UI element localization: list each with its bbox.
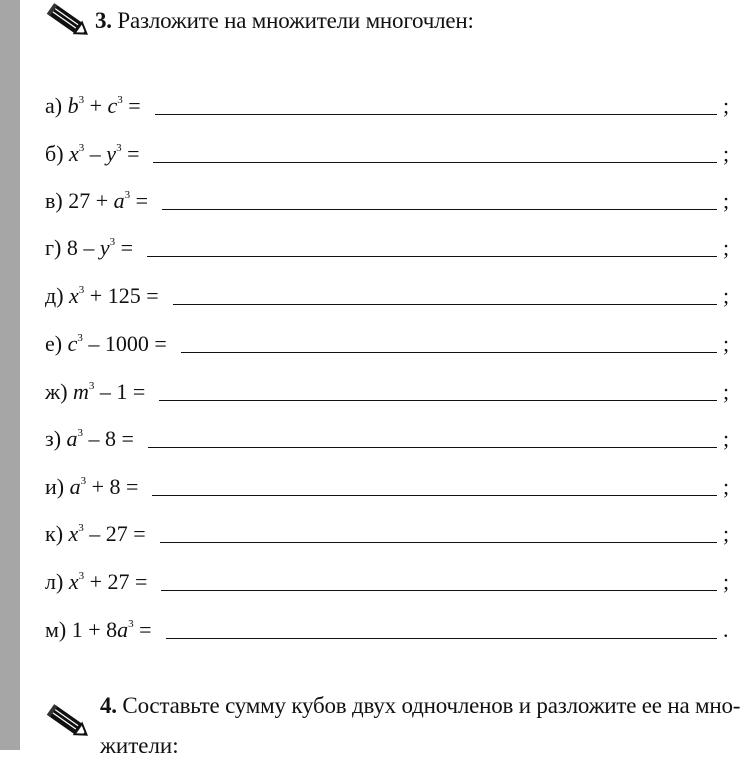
row-end-punctuation: ; xyxy=(723,141,730,166)
exercise-letter: м) xyxy=(45,617,72,642)
variable: x xyxy=(69,141,79,166)
exercise-row xyxy=(45,568,745,608)
answer-line[interactable] xyxy=(162,209,717,210)
exercise-row xyxy=(45,425,745,465)
row-end-punctuation: ; xyxy=(723,426,730,451)
variable: c xyxy=(67,331,78,356)
exercise-letter: а) xyxy=(45,93,68,118)
row-end-punctuation: ; xyxy=(723,379,730,404)
variable: a xyxy=(117,617,129,642)
row-end-punctuation: ; xyxy=(723,283,730,308)
exponent: 3 xyxy=(78,141,85,154)
exercise-row xyxy=(45,616,745,656)
variable: a xyxy=(66,426,78,451)
exercise-expression xyxy=(45,330,167,358)
exercise-expression xyxy=(45,378,145,406)
exponent: 3 xyxy=(117,93,123,106)
variable: x xyxy=(68,569,79,594)
expression-text: – 1 = xyxy=(94,379,146,404)
answer-line[interactable] xyxy=(160,542,717,543)
task-3-heading xyxy=(95,8,474,34)
answer-line[interactable] xyxy=(155,114,717,115)
exponent: 3 xyxy=(78,93,85,106)
exercise-row xyxy=(45,330,745,370)
exercise-row xyxy=(45,187,745,227)
exercise-row xyxy=(45,473,745,513)
pencil-icon xyxy=(46,2,92,42)
row-end-punctuation: ; xyxy=(723,188,730,213)
exercise-row xyxy=(45,520,745,560)
row-end-punctuation: ; xyxy=(723,331,730,356)
pencil-icon xyxy=(46,703,92,743)
exponent: 3 xyxy=(124,188,131,201)
exercise-row xyxy=(45,140,745,180)
answer-line[interactable] xyxy=(166,638,717,639)
variable: x xyxy=(68,521,79,546)
expression-text: – 8 = xyxy=(83,426,134,451)
expression-text: = xyxy=(121,141,140,166)
answer-line[interactable] xyxy=(147,256,717,257)
answer-line[interactable] xyxy=(148,447,717,448)
exercise-letter: ж) xyxy=(45,379,74,404)
exponent: 3 xyxy=(78,569,85,582)
exercise-letter: е) xyxy=(45,331,68,356)
expression-text: 8 – xyxy=(66,235,100,260)
task-4-title-continuation: жители: xyxy=(100,733,179,758)
exponent: 3 xyxy=(78,283,85,296)
exponent: 3 xyxy=(116,141,122,154)
expression-text: + 125 = xyxy=(84,283,159,308)
variable: a xyxy=(69,474,81,499)
expression-text: – 27 = xyxy=(83,521,146,546)
exercise-expression xyxy=(45,140,139,168)
exercise-row xyxy=(45,234,745,274)
exercise-expression xyxy=(45,282,159,310)
page-margin-bar xyxy=(0,0,20,750)
row-end-punctuation: ; xyxy=(723,521,730,546)
exercise-row xyxy=(45,282,745,322)
exponent: 3 xyxy=(77,426,84,439)
expression-text: – xyxy=(84,141,107,166)
exercise-letter: и) xyxy=(45,474,70,499)
expression-text: = xyxy=(130,188,149,213)
exercise-expression xyxy=(45,425,134,453)
task-3-number: 3. xyxy=(95,8,112,33)
variable: y xyxy=(106,141,117,166)
variable: x xyxy=(69,283,79,308)
answer-line[interactable] xyxy=(181,352,717,353)
task-4-heading xyxy=(100,693,740,719)
exercise-letter: к) xyxy=(45,521,69,546)
row-end-punctuation: . xyxy=(723,617,729,642)
expression-text: = xyxy=(115,235,134,260)
exercise-expression xyxy=(45,520,146,548)
answer-line[interactable] xyxy=(153,162,717,163)
row-end-punctuation: ; xyxy=(723,474,730,499)
exercise-expression xyxy=(45,234,133,262)
exercise-expression xyxy=(45,568,147,596)
task-3-title: Разложите на множители многочлен: xyxy=(117,8,474,33)
variable: m xyxy=(73,379,89,404)
expression-text: – 1000 = xyxy=(82,331,167,356)
answer-line[interactable] xyxy=(161,590,717,591)
expression-text: + xyxy=(84,93,108,118)
exercise-expression xyxy=(45,187,148,215)
task-4-number: 4. xyxy=(100,693,117,718)
expression-text: + 8 = xyxy=(86,474,139,499)
expression-text: + 27 = xyxy=(84,569,148,594)
expression-text: 27 + xyxy=(68,188,114,213)
exercise-letter: з) xyxy=(45,426,67,451)
exercise-letter: б) xyxy=(45,141,70,166)
expression-text: 1 + 8 xyxy=(71,617,118,642)
exercise-expression xyxy=(45,616,152,644)
exercise-row xyxy=(45,92,745,132)
expression-text: = xyxy=(122,93,141,118)
exercise-letter: г) xyxy=(45,235,67,260)
exponent: 3 xyxy=(80,474,87,487)
exercise-letter: л) xyxy=(45,569,69,594)
exercise-expression xyxy=(45,473,138,501)
answer-line[interactable] xyxy=(173,304,717,305)
exponent: 3 xyxy=(128,617,134,630)
expression-text: = xyxy=(133,617,152,642)
exponent: 3 xyxy=(109,235,116,248)
exponent: 3 xyxy=(77,331,83,344)
variable: c xyxy=(107,93,118,118)
variable: y xyxy=(99,235,110,260)
task-4-title: Составьте сумму кубов двух одночленов и разложите ее на мно- xyxy=(122,693,741,718)
answer-line[interactable] xyxy=(159,400,717,401)
exercise-expression xyxy=(45,92,141,120)
variable: b xyxy=(67,93,79,118)
variable: a xyxy=(113,188,125,213)
exercise-letter: д) xyxy=(45,283,70,308)
row-end-punctuation: ; xyxy=(723,569,730,594)
exponent: 3 xyxy=(88,379,95,392)
row-end-punctuation: ; xyxy=(723,235,730,260)
exponent: 3 xyxy=(78,521,84,534)
exercise-row xyxy=(45,378,745,418)
answer-line[interactable] xyxy=(152,495,717,496)
exercise-letter: в) xyxy=(45,188,69,213)
row-end-punctuation: ; xyxy=(723,93,730,118)
